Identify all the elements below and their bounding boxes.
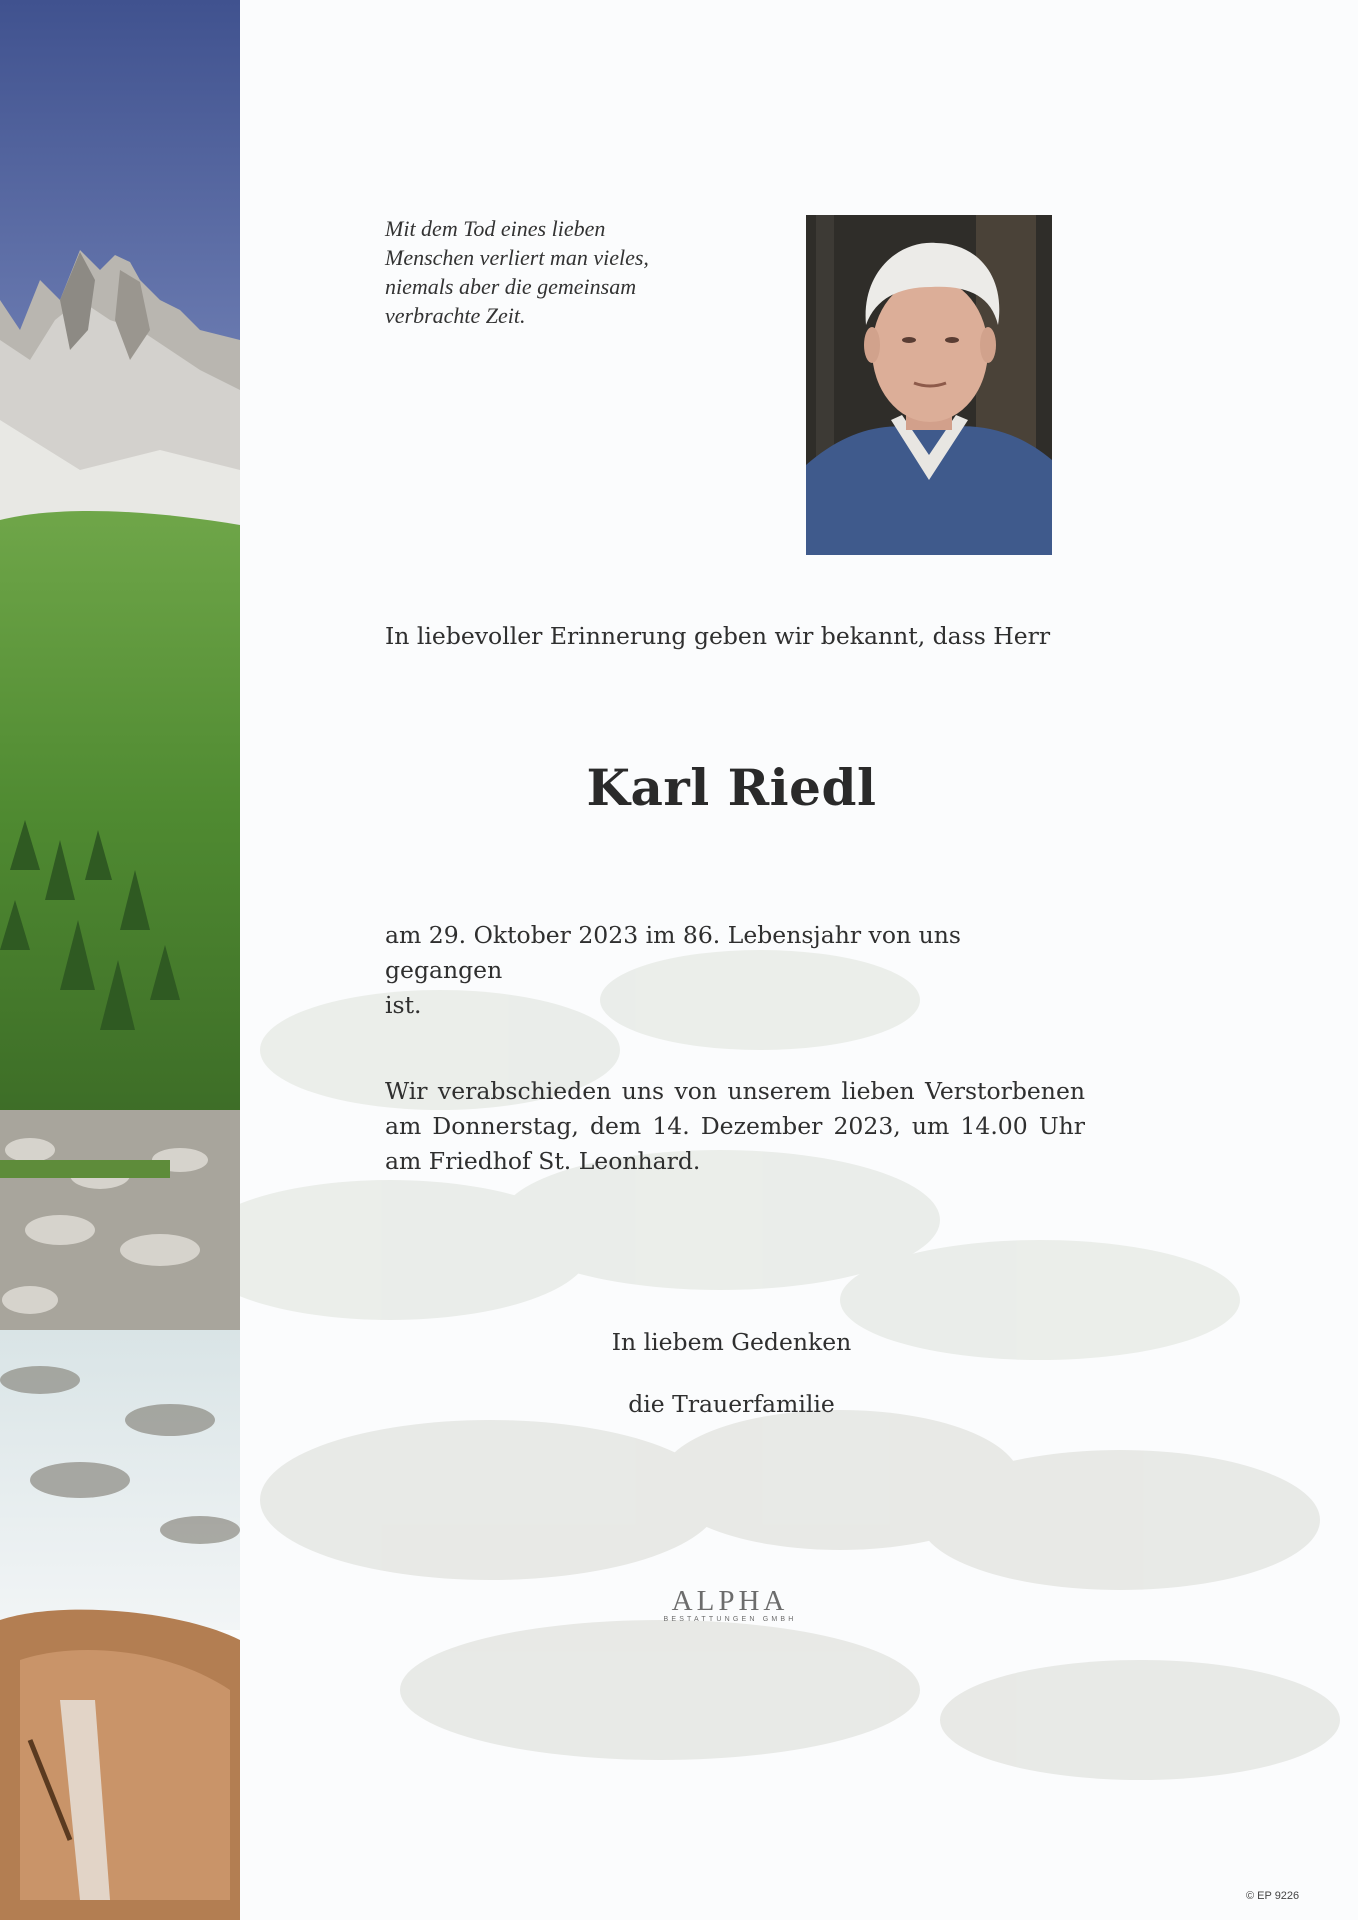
closing-family: die Trauerfamilie	[628, 1390, 835, 1418]
funeral-line: Wir verabschieden uns von unserem lieben Verstorbenen	[385, 1077, 1085, 1105]
landscape-strip	[0, 0, 240, 1920]
death-notice-line: ist.	[385, 991, 422, 1019]
verse-line: Menschen verliert man vieles,	[385, 245, 649, 270]
print-code: © EP 9226	[1246, 1890, 1300, 1902]
verse-line: verbrachte Zeit.	[385, 303, 526, 328]
funeral-line: am Donnerstag, dem 14. Dezember 2023, um 14.00 Uhr	[385, 1112, 1085, 1140]
memorial-verse	[385, 214, 715, 330]
death-notice	[385, 918, 1085, 1023]
logo-subtitle: BESTATTUNGEN GMBH	[663, 1616, 797, 1623]
funeral-line: am Friedhof St. Leonhard.	[385, 1147, 701, 1175]
verse-line: niemals aber die gemeinsam	[385, 274, 637, 299]
funeral-details	[385, 1074, 1085, 1179]
logo-brand: ALPHA	[671, 1585, 789, 1617]
closing-memory: In liebem Gedenken	[611, 1328, 852, 1356]
announcement-intro: In liebevoller Erinnerung geben wir bekannt, dass Herr	[385, 622, 1051, 650]
verse-line: Mit dem Tod eines lieben	[385, 216, 606, 241]
deceased-name: Karl Riedl	[586, 758, 877, 817]
funeral-home-logo	[600, 1585, 860, 1623]
death-notice-line: am 29. Oktober 2023 im 86. Lebensjahr von uns gegangen	[385, 921, 961, 984]
portrait-photo	[806, 215, 1052, 555]
